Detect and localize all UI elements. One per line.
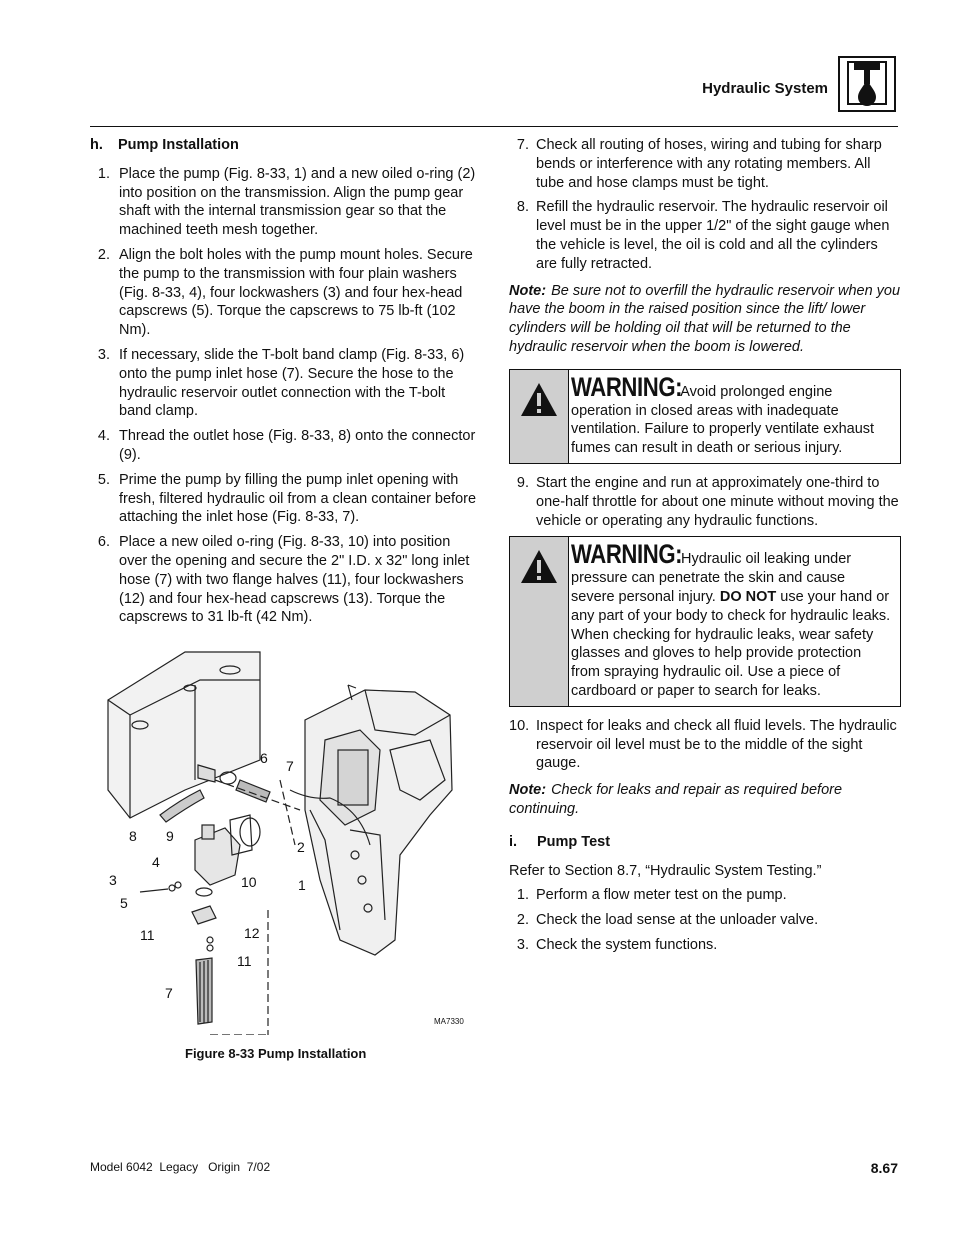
warning-label: WARNING: <box>571 539 683 570</box>
callout-label: 7 <box>286 758 294 774</box>
callout-label: 11 <box>140 927 155 943</box>
list-item: 3. Check the system functions. <box>516 936 718 953</box>
callout-label: 5 <box>120 895 128 911</box>
list-item: 2. Check the load sense at the unloader valve. <box>516 912 819 929</box>
callout-label: 10 <box>241 874 257 890</box>
callout-label: 2 <box>297 839 305 855</box>
callout-label: 3 <box>109 872 117 888</box>
pump-installation-steps <box>90 165 480 627</box>
pump-test-steps <box>509 886 901 954</box>
list-item: 8. Refill the hydraulic reservoir. The hydraulic reservoir oil level must be in the upper 1/2" of the sight gauge when the vehicle is level, the oil is cold and all the cylinders are fully retracted. <box>516 199 890 272</box>
step-10 <box>509 717 901 773</box>
callout-label: 9 <box>166 828 174 844</box>
list-item: 1. Place the pump (Fig. 8-33, 1) and a new oiled o-ring (2) into position on the transmission. Align the pump gear shaft with the internal transmission gear so that the machined teeth mesh together. <box>97 165 476 239</box>
list-item: 2. Align the bolt holes with the pump mount holes. Secure the pump to the transmission with four plain washers (Fig. 8-33, 4), four lockwashers (3) and four hex-head capscrews (5). Torque the capscrews to 75 lb-ft (102 Nm). <box>97 246 473 339</box>
warning-label: WARNING: <box>571 371 683 402</box>
warning-text: use your hand or any part of your body to check for hydraulic leaks. When checking for hydraulic leaks, wear safety glasses and gloves to help provide protection from spraying hydraulic oil. Use a piece of cardboard or paper to search for leaks. <box>571 588 891 699</box>
step-9 <box>509 474 901 530</box>
warning-triangle-icon <box>519 547 559 587</box>
callout-label: 4 <box>152 854 160 870</box>
list-item: 4. Thread the outlet hose (Fig. 8-33, 8) onto the connector (9). <box>97 428 476 463</box>
list-item: 10. Inspect for leaks and check all fluid levels. The hydraulic reservoir oil level must be to the middle of the sight gauge. <box>509 717 897 772</box>
note-overfill: Note: Be sure not to overfill the hydraulic reservoir when you have the boom in the raised position since the lift/ lower cylinders will be holding oil that will be returned to the hydraulic reservoir when the boom is lowered. <box>509 282 901 355</box>
section-header-title: Hydraulic System <box>702 80 828 97</box>
page-number: 8.67 <box>870 1160 898 1176</box>
callout-label: 7 <box>165 985 173 1001</box>
header-divider <box>90 126 898 127</box>
warning-text: Avoid prolonged engine operation in closed areas with inadequate ventilation. Failure to properly ventilate exhaust fumes can result in death or serious injury. <box>571 383 875 457</box>
hydraulic-cylinder-drop-icon <box>838 56 896 112</box>
warning-emphasis: DO NOT <box>719 588 777 605</box>
list-item: 6. Place a new oiled o-ring (Fig. 8-33, 10) into position over the opening and secure the 2" I.D. x 32" long inlet hose (7) with two flange halves (11), four lockwashers (12) and four hex-head capscrews (13). Torque the capscrews to 31 lb-ft (42 Nm). <box>97 534 470 626</box>
figure-caption: Figure 8-33 Pump Installation <box>185 1046 367 1061</box>
callout-label: 6 <box>260 750 268 766</box>
footer-model-info: Model 6042 Legacy Origin 7/02 <box>90 1160 271 1174</box>
warning-text: Hydraulic oil leaking under pressure can penetrate the skin and cause severe personal injury. <box>571 551 852 605</box>
pump-installation-steps-continued <box>509 136 901 274</box>
figure-code: MA7330 <box>434 1017 464 1026</box>
exploded-pump-diagram <box>100 640 480 1035</box>
section-heading-pump-installation: h. Pump Installation <box>90 137 239 153</box>
callout-label: 1 <box>298 877 306 893</box>
note-leaks: Note: Check for leaks and repair as required before continuing. <box>509 782 843 817</box>
callout-label: 11 <box>237 953 252 969</box>
list-item: 1. Perform a flow meter test on the pump. <box>516 887 787 904</box>
list-item: 9. Start the engine and run at approximately one-third to one-half throttle for about one minute without moving the vehicle or operating any hydraulic functions. <box>516 474 899 529</box>
right-column <box>509 136 901 961</box>
warning-triangle-icon <box>519 380 559 420</box>
callout-label: 12 <box>244 925 260 941</box>
pump-test-intro: Refer to Section 8.7, “Hydraulic System Testing.” <box>509 862 822 879</box>
warning-box-hydraulic-leak <box>509 536 901 706</box>
section-heading-pump-test: i. Pump Test <box>509 833 611 850</box>
callout-label: 8 <box>129 828 137 844</box>
left-column <box>90 136 480 633</box>
list-item: 5. Prime the pump by filling the pump inlet opening with fresh, filtered hydraulic oil from a clean container before attaching the inlet hose (Fig. 8-33, 7). <box>97 471 477 526</box>
pump-installation-figure <box>100 640 480 1035</box>
list-item: 7. Check all routing of hoses, wiring and tubing for sharp bends or interference with any rotating members. All tube and hose clamps must be tight. <box>516 137 882 191</box>
warning-box-exhaust <box>509 369 901 464</box>
list-item: 3. If necessary, slide the T-bolt band clamp (Fig. 8-33, 6) onto the pump inlet hose (7). Secure the hose to the hydraulic reservoir outlet connection with the T-bolt band clamp. <box>97 346 465 420</box>
